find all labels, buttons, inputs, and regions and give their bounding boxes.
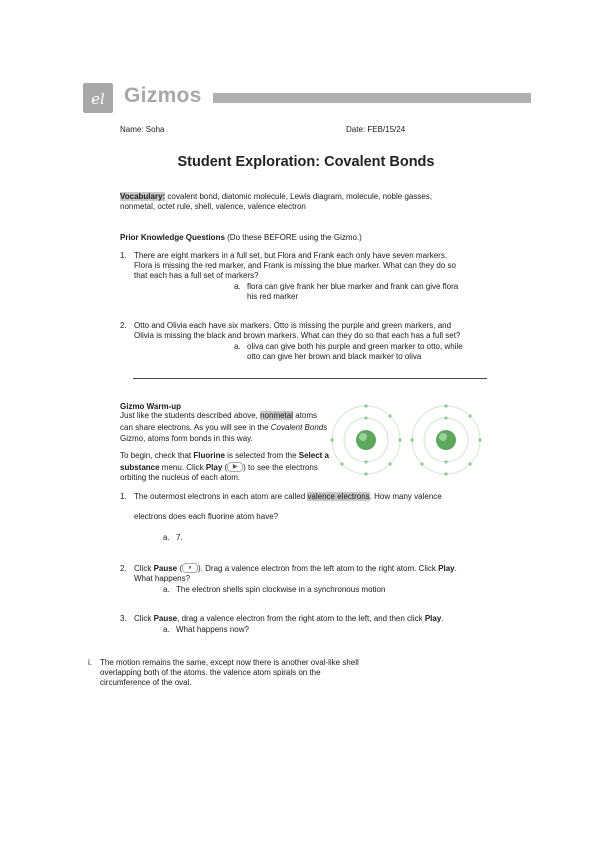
q3-sub-letter: a. — [163, 625, 170, 634]
q1-text: The outermost electrons in each atom are called valence electrons. How many valence — [134, 492, 442, 501]
student-name: Name: Soha — [120, 125, 165, 134]
q1-text-line2: electrons does each fluorine atom have? — [134, 512, 279, 521]
prior-q2-answer: oliva can give both his purple and green marker to otto, while otto can give her brown and black marker to oliva — [247, 342, 463, 361]
right-fluorine-atom — [410, 404, 481, 475]
page-title: Student Exploration: Covalent Bonds — [177, 154, 435, 170]
el-logo-icon — [83, 83, 113, 113]
q1-answer-letter: a. — [163, 533, 170, 542]
warmup-paragraph-2: To begin, check that Fluorine is selected from the Select a substance menu. Click Play ( ▶ ) to see the electrons orbiting the nucleus of each atom. — [120, 451, 330, 483]
q2-answer: The electron shells spin clockwise in a synchronous motion — [176, 585, 386, 594]
prior-knowledge-heading: Prior Knowledge Questions (Do these BEFORE using the Gizmo.) — [120, 233, 362, 242]
answer-roman-text: The motion remains the same, except now there is another oval-like shell overlapping both of the atoms. the valence atom spirals on the circumference of the oval. — [100, 658, 359, 687]
pause-icon: ⏸ — [182, 563, 198, 573]
vocabulary: Vocabulary: covalent bond, diatomic molecule, Lewis diagram, molecule, noble gasses, nonmetal, octet rule, shell, valence, valence electron — [120, 192, 433, 211]
q3-text: Click Pause, drag a valence electron from the right atom to the left, and then click Play. — [134, 614, 444, 623]
q2-answer-letter: a. — [163, 585, 170, 594]
q2-number: 2. — [120, 564, 127, 573]
answer-roman-numeral: i. — [88, 658, 92, 667]
q2-text-line2: What happens? — [134, 574, 191, 583]
prior-q1-number: 1. — [120, 251, 127, 260]
prior-q1-text: There are eight markers in a full set, but Flora and Frank each only have seven markers. Flora is missing the red marker, and Frank is missing the blue marker. What can they do so that each has a full set of markers? — [134, 251, 456, 280]
svg-text:el: el — [91, 90, 105, 108]
q3-number: 3. — [120, 614, 127, 623]
prior-q2-number: 2. — [120, 321, 127, 330]
q3-sub-question: What happens now? — [176, 625, 249, 634]
prior-q2-text: Otto and Olivia each have six markers. Otto is missing the purple and green markers, and Olivia is missing the black and brown markers. What can they do so that each has a full set? — [134, 321, 461, 340]
prior-q2-answer-letter: a. — [234, 342, 241, 351]
warmup-heading: Gizmo Warm-up — [120, 402, 182, 411]
fluorine-atoms-diagram — [328, 402, 488, 480]
gizmos-logo-mark — [83, 83, 113, 113]
q1-answer: 7. — [176, 533, 183, 542]
q1-number: 1. — [120, 492, 127, 501]
date: Date: FEB/15/24 — [346, 125, 406, 134]
left-fluorine-atom — [330, 404, 401, 475]
header-bar — [213, 93, 531, 103]
prior-q1-answer-letter: a. — [234, 282, 241, 291]
answer-line — [133, 378, 487, 379]
gizmos-logo-text: Gizmos — [124, 84, 202, 107]
q2-text: Click Pause ( ⏸ ). Drag a valence electron from the left atom to the right atom. Click Play. — [134, 564, 457, 574]
prior-q1-answer: flora can give frank her blue marker and frank can give flora his red marker — [247, 282, 459, 301]
vocabulary-label: Vocabulary: — [120, 192, 166, 201]
play-icon: ▶ — [227, 462, 243, 472]
warmup-paragraph-1: Just like the students described above, nonmetal atoms can share electrons. As you will see in the Covalent Bonds Gizmo, atoms form bonds in this way. — [120, 411, 328, 443]
